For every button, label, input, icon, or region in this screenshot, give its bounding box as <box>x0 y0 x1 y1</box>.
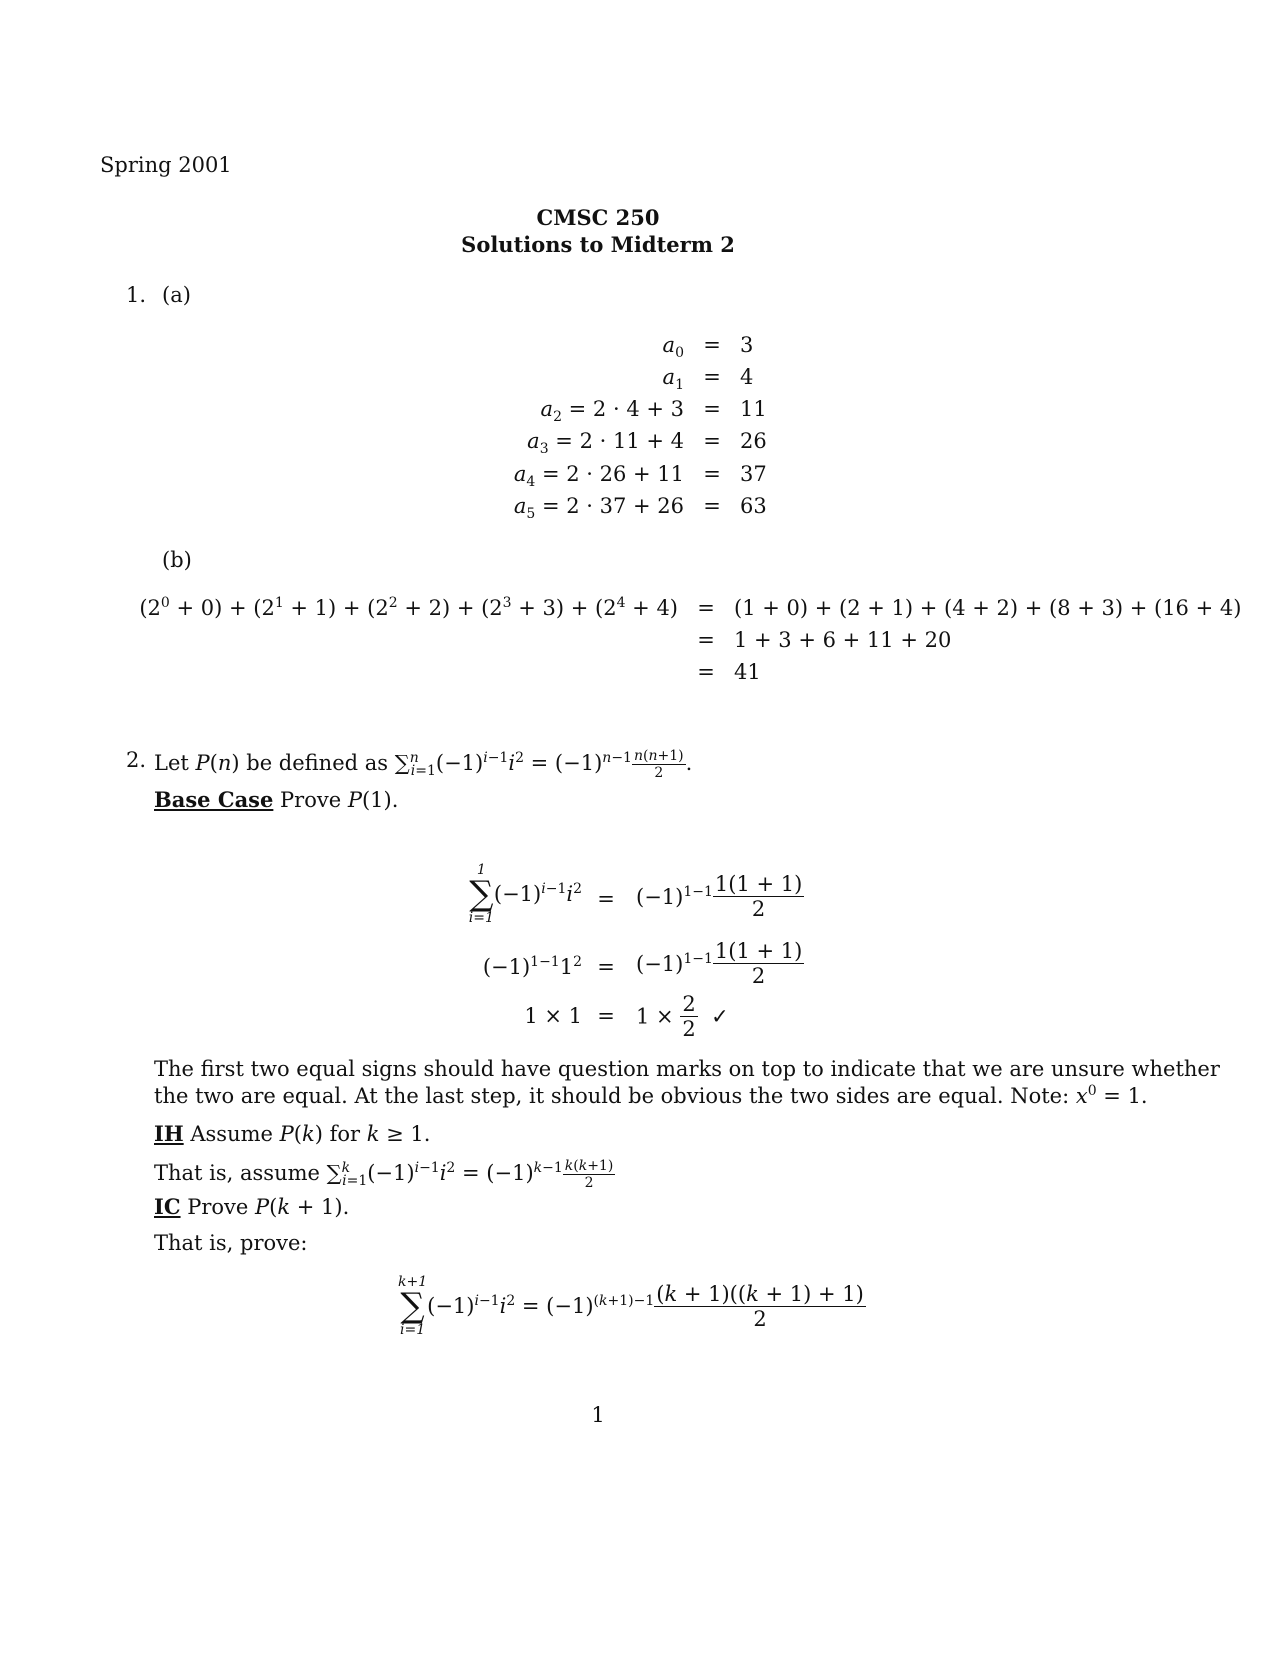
q1a-row-5-lhs: $a_5 = 2 \cdot 37 + 26$ <box>513 494 684 523</box>
q1a-row-4-lhs: $a_4 = 2 \cdot 26 + 11$ <box>513 462 684 491</box>
term-label: Spring 2001 <box>100 153 232 177</box>
equals-sign: = <box>703 333 721 357</box>
q1b-label: (b) <box>162 548 192 572</box>
q2-statement: Let P(n) be defined as $\sum^n_{i=1}(-1)^{i-1}i^2 = (-1)^{n-1}$ $\frac{n(n+1)}{2}$ . <box>154 748 693 781</box>
summation-symbol: k+1 ∑ i=1 <box>398 1274 428 1338</box>
q2-number: 2. <box>126 748 147 772</box>
equals-sign: = <box>703 462 721 486</box>
document-title: Solutions to Midterm 2 <box>461 232 735 257</box>
course-title: CMSC 250 <box>536 205 660 230</box>
base-case-line: Base Case Prove P(1). <box>154 787 399 812</box>
checkmark-icon: ✓ <box>711 1004 729 1029</box>
ih-line: IH Assume P(k) for k ≥ 1. <box>154 1121 431 1146</box>
q1a-row-1-lhs: $a_1$ <box>662 365 684 394</box>
equals-sign: = <box>703 429 721 453</box>
summation-symbol: 1 ∑ i=1 <box>468 862 494 926</box>
q1b-rhs-line-2: 1 + 3 + 6 + 11 + 20 <box>734 628 952 652</box>
q1a-row-3-rhs: 26 <box>740 429 767 453</box>
equals-sign: = <box>597 955 615 979</box>
equals-sign: = <box>597 1004 615 1028</box>
ih-assumption: That is, assume $\sum^k_{i=1}(-1)^{i-1}i^2 = (-1)^{k-1}$ $\frac{k(k+1)}{2}$ <box>154 1158 614 1191</box>
q1a-row-4-rhs: 37 <box>740 462 767 486</box>
q1a-row-5-rhs: 63 <box>740 494 767 518</box>
base-step3-lhs: 1 × 1 <box>524 1004 582 1028</box>
q1a-row-0-lhs: $a_0$ <box>662 333 684 362</box>
ic-line: IC Prove P(k + 1). <box>154 1194 350 1219</box>
q1a-row-2-lhs: $a_2 = 2 \cdot 4 + 3$ <box>540 397 684 426</box>
q1a-label: (a) <box>162 283 191 307</box>
q1a-row-1-rhs: 4 <box>740 365 754 389</box>
q1b-rhs-line-3: 41 <box>734 660 761 684</box>
base-step3-rhs: 1 × $\frac{2}{2}$ ✓ <box>636 992 729 1041</box>
explanation-line-1: The first two equal signs should have question marks on top to indicate that we are unsure whether <box>154 1057 1220 1081</box>
that-is-prove: That is, prove: <box>154 1231 308 1255</box>
base-sum-rhs: $(-1)^{1-1}$ $\frac{1(1 + 1)}{2}$ <box>636 872 803 921</box>
base-step2-lhs: $(-1)^{1-1}1^2$ <box>482 954 582 979</box>
q1a-row-2-rhs: 11 <box>740 397 767 421</box>
equals-sign: = <box>697 628 715 652</box>
page-number: 1 <box>591 1403 605 1427</box>
q1b-lhs-expression: $(2^0 + 0) + (2^1 + 1) + (2^2 + 2) + (2^3 + 3) + (2^4 + 4)$ <box>139 595 678 620</box>
q1a-row-3-lhs: $a_3 = 2 \cdot 11 + 4$ <box>527 429 684 458</box>
ic-goal-equation: k+1 ∑ i=1 $(-1)^{i-1}i^2 = (-1)^{(k+1)-1}$ $\frac{(k + 1)((k + 1) + 1)}{2}$ <box>398 1274 864 1338</box>
equals-sign: = <box>697 660 715 684</box>
q1-number: 1. <box>126 283 147 307</box>
base-sum-lhs: 1 ∑ i=1 $(-1)^{i-1}i^2$ <box>468 862 582 926</box>
equals-sign: = <box>703 397 721 421</box>
equals-sign: = <box>597 887 615 911</box>
explanation-line-2: the two are equal. At the last step, it should be obvious the two sides are equal. Note: $x^0 = 1$. <box>154 1083 1148 1108</box>
equals-sign: = <box>703 494 721 518</box>
base-step2-rhs: $(-1)^{1-1}$ $\frac{1(1 + 1)}{2}$ <box>636 939 803 988</box>
equals-sign: = <box>703 365 721 389</box>
q1b-rhs-line-1: (1 + 0) + (2 + 1) + (4 + 2) + (8 + 3) + (16 + 4) <box>734 596 1242 620</box>
q1a-row-0-rhs: 3 <box>740 333 754 357</box>
equals-sign: = <box>697 596 715 620</box>
